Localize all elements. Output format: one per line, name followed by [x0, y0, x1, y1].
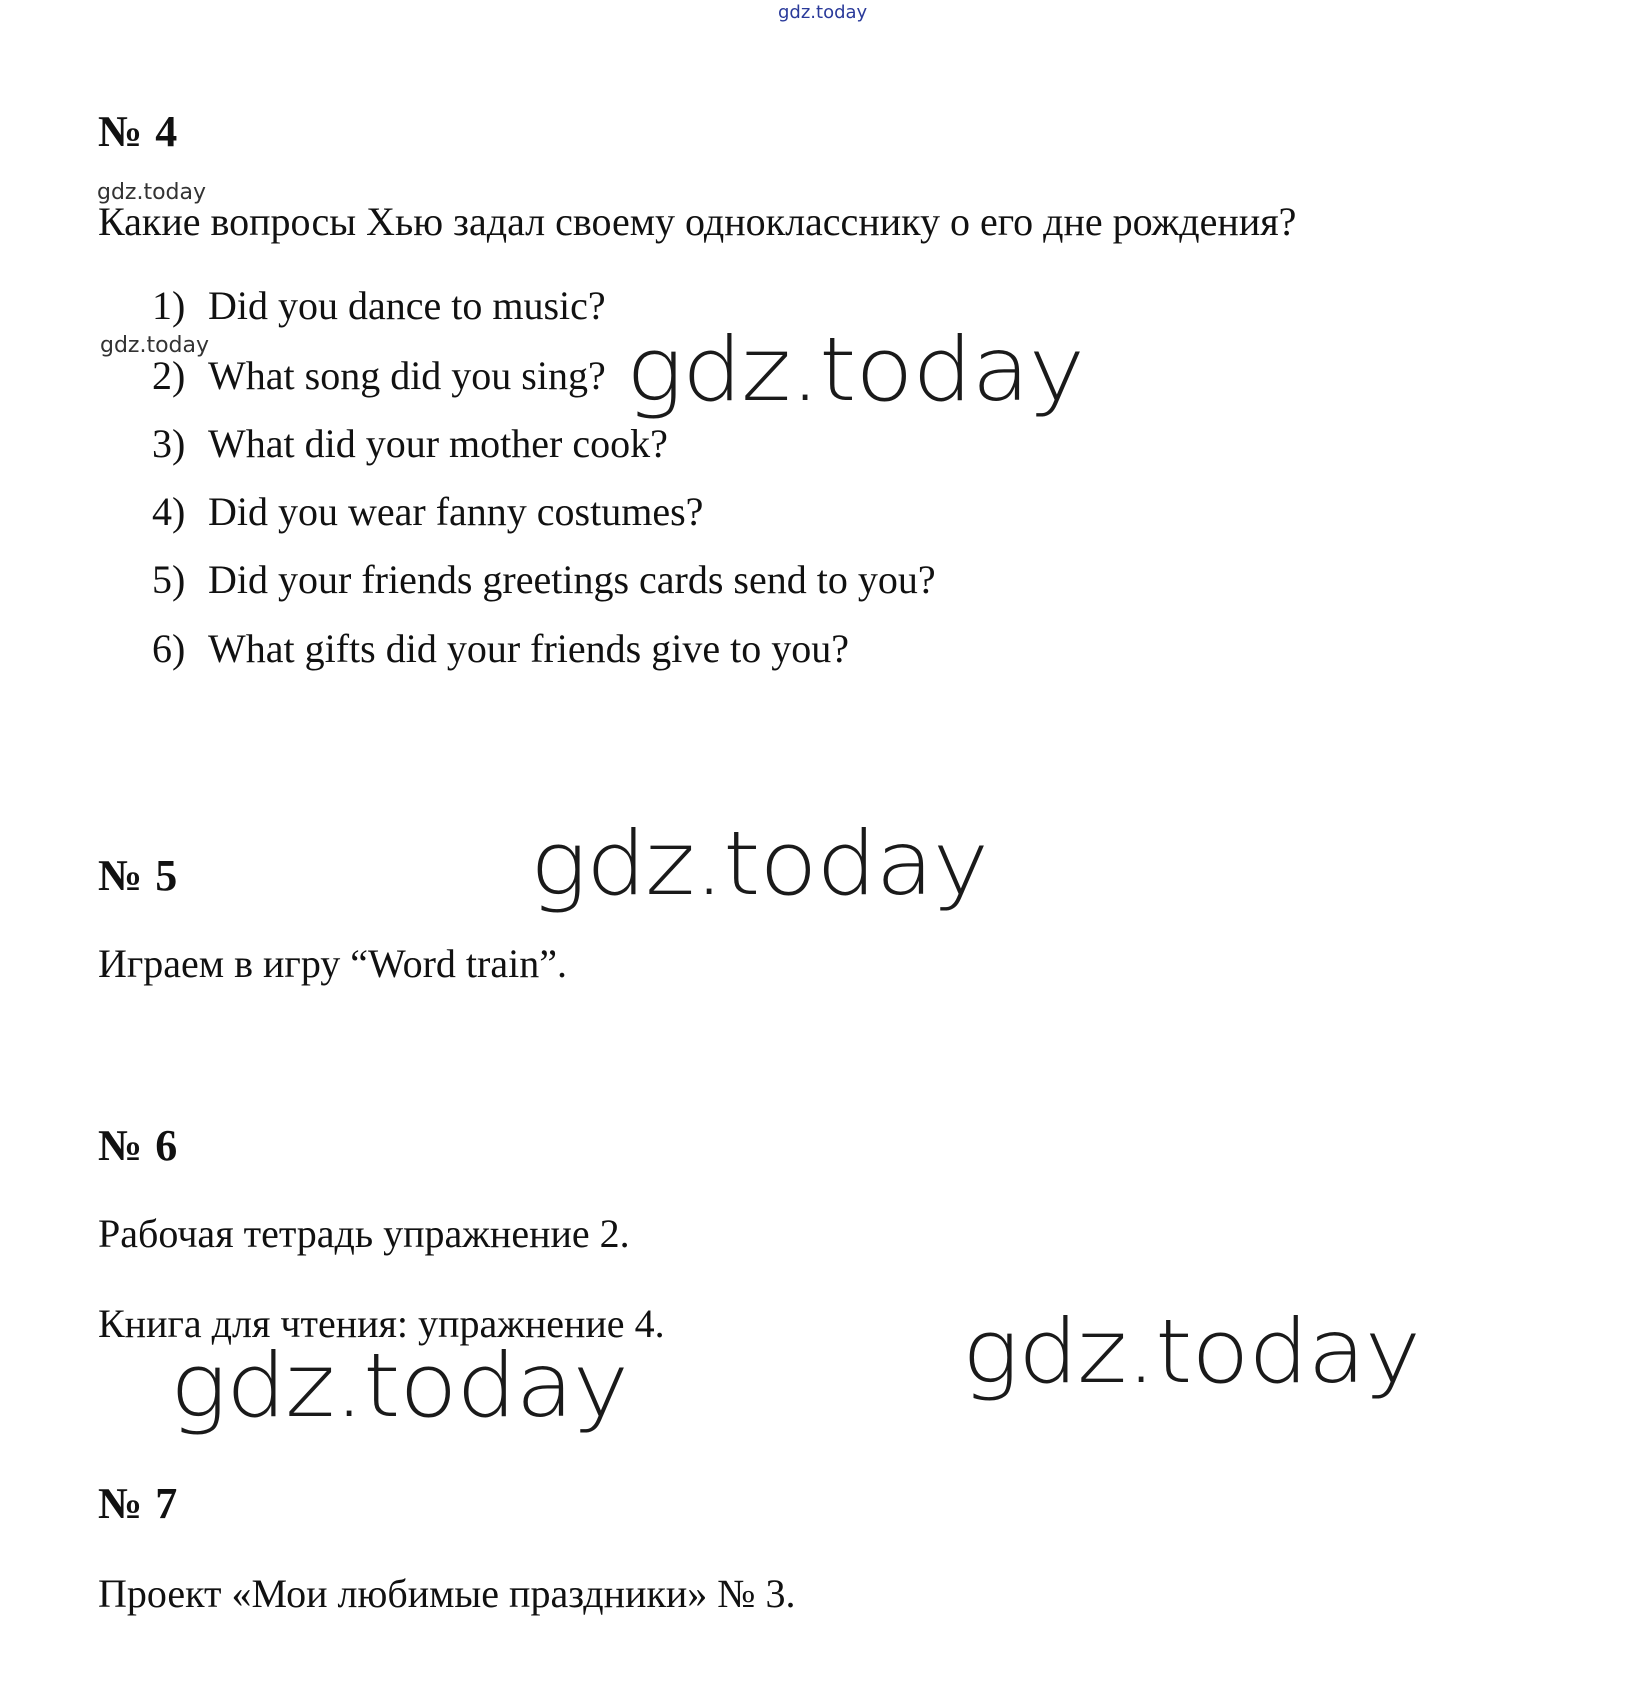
exercise-7-text: Проект «Мои любимые праздники» № 3.: [98, 1571, 796, 1616]
watermark-large-4: gdz.today: [170, 1334, 628, 1437]
watermark-small-2: gdz.today: [100, 333, 210, 358]
list-item: [152, 488, 703, 535]
list-item: [152, 352, 606, 399]
list-item: [152, 556, 936, 603]
list-item: [152, 420, 668, 467]
list-item-text: What song did you sing?: [208, 353, 606, 398]
exercise-4-title: № 4: [98, 107, 179, 156]
list-item-number: 4): [152, 489, 186, 534]
list-item-text: Did you dance to music?: [208, 283, 606, 328]
exercise-6-title: № 6: [98, 1121, 179, 1170]
list-item: [152, 282, 606, 329]
list-item-text: Did you wear fanny costumes?: [208, 489, 704, 534]
watermark-small-1: gdz.today: [97, 180, 207, 205]
list-item-number: 5): [152, 557, 186, 602]
watermark-top: gdz.today: [778, 2, 868, 23]
list-item-number: 6): [152, 626, 186, 671]
exercise-4-prompt: Какие вопросы Хью задал своему однокласснику о его дне рождения?: [98, 199, 1297, 244]
list-item-number: 3): [152, 421, 186, 466]
list-item-number: 2): [152, 353, 186, 398]
exercise-5-title: № 5: [98, 851, 179, 900]
exercise-7-title: № 7: [98, 1479, 179, 1528]
watermark-large-1: gdz.today: [626, 318, 1084, 421]
list-item-text: Did your friends greetings cards send to you?: [208, 557, 936, 602]
list-item: [152, 625, 849, 672]
list-item-number: 1): [152, 283, 186, 328]
exercise-6-line-1: Рабочая тетрадь упражнение 2.: [98, 1211, 630, 1256]
watermark-large-2: gdz.today: [530, 812, 988, 915]
exercise-5-text: Играем в игру “Word train”.: [98, 941, 567, 986]
exercise-6-line-2: Книга для чтения: упражнение 4.: [98, 1301, 665, 1346]
list-item-text: What did your mother cook?: [208, 421, 668, 466]
watermark-large-3: gdz.today: [962, 1300, 1420, 1403]
list-item-text: What gifts did your friends give to you?: [208, 626, 849, 671]
